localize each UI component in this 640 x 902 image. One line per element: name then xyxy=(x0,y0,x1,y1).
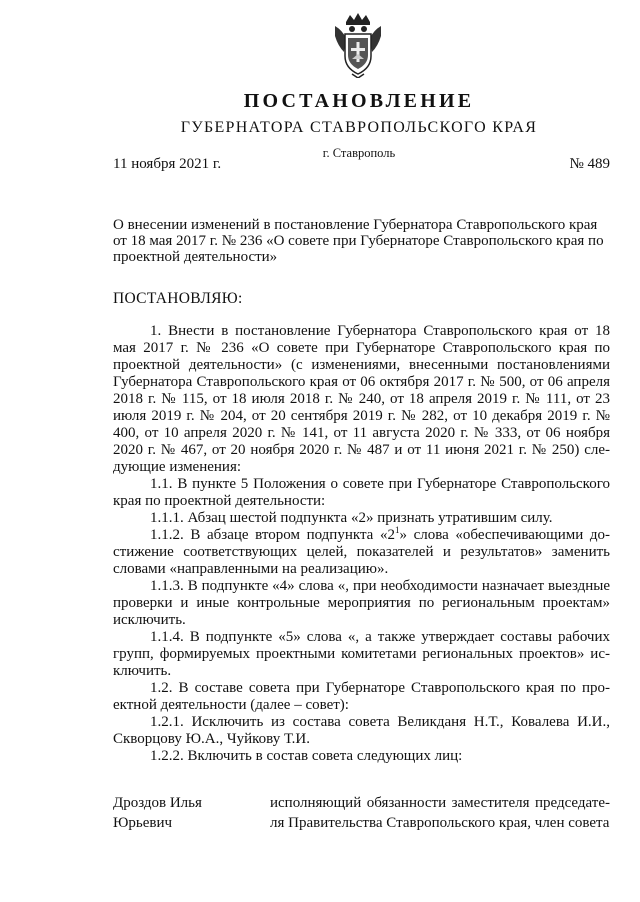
paragraph-1-2: 1.2. В составе совета при Губернаторе Ставропольского края по проектной деятельности (далее – совет): xyxy=(113,680,610,713)
document-title: ПОСТАНОВЛЕНИЕ xyxy=(243,90,475,112)
paragraph-1-1-4: 1.1.4. В подпункте «5» слова «, а также утверждает составы рабочих групп, формируемых проектными комитетами региональных проектов» исключить. xyxy=(113,629,610,679)
coat-of-arms-icon xyxy=(332,12,384,78)
member-row xyxy=(113,793,610,833)
paragraph-1-1-2: 1.1.2. В абзаце втором подпункта «$2^1$» слова «обеспечивающими достижение соответствующих целей, показателей и результатов» заменить словами «направленными на реализацию». xyxy=(113,525,611,577)
paragraph-1-1: 1.1. В пункте 5 Положения о совете при Губернаторе Ставропольского края по проектной деятельности: xyxy=(113,476,610,509)
decree-word: ПОСТАНОВЛЯЮ: xyxy=(113,290,243,307)
paragraph-1-1-3: 1.1.3. В подпункте «4» слова «, при необходимости назначает выездные проверки и иные контрольные мероприятия по региональным проектам» исключить. xyxy=(113,578,610,628)
members-table xyxy=(113,793,610,833)
document-body xyxy=(113,323,610,765)
document-number: № 489 xyxy=(569,156,610,172)
paragraph-1: 1. Внести в постановление Губернатора Ставропольского края от 18 мая 2017 г. № 236 «О совете при Губернаторе Ставропольского края по проектной деятельности» (с изменениями, внесенными постановлениями Губернатора Ставропольского края от 06 октября 2017 г. № 500, от 06 апреля 2018 г. № 115, от 18 июля 2018 г. № 240, от 18 апреля 2019 г. № 111, от 23 июля 2019 г. № 204, от 20 сентября 2019 г. № 282, от 10 декабря 2019 г. № 400, от 10 апреля 2020 г. № 141, от 11 августа 2020 г. № 333, от 06 ноября 2020 г. № 467, от 20 ноября 2020 г. № 487 и от 11 июня 2021 г. № 250) следующие изменения: xyxy=(113,323,610,475)
document-subject: О внесении изменений в постановление Губернатора Ставропольского края от 18 мая 2017 г. № 236 «О совете при Губернаторе Ставропольского края по проектной деятельности» xyxy=(113,217,604,265)
member-name: Дроздов Илья Юрьевич xyxy=(113,795,202,831)
paragraph-1-2-1: 1.2.1. Исключить из состава совета Великданя Н.Т., Ковалева И.И., Скворцову Ю.А., Чуйкову Т.И. xyxy=(113,714,610,747)
paragraph-1-1-1: 1.1.1. Абзац шестой подпункта «2» признать утратившим силу. xyxy=(150,510,553,526)
paragraph-1-2-2: 1.2.2. Включить в состав совета следующих лиц: xyxy=(150,748,463,764)
document-date: 11 ноября 2021 г. xyxy=(113,156,222,172)
city: г. Ставрополь xyxy=(322,146,396,160)
superscript: 1 xyxy=(394,525,400,535)
issuer-title: ГУБЕРНАТОРА СТАВРОПОЛЬСКОГО КРАЯ xyxy=(180,119,538,136)
member-position: исполняющий обязанности заместителя председате- ля Правительства Ставропольского края, член совета xyxy=(270,795,610,831)
